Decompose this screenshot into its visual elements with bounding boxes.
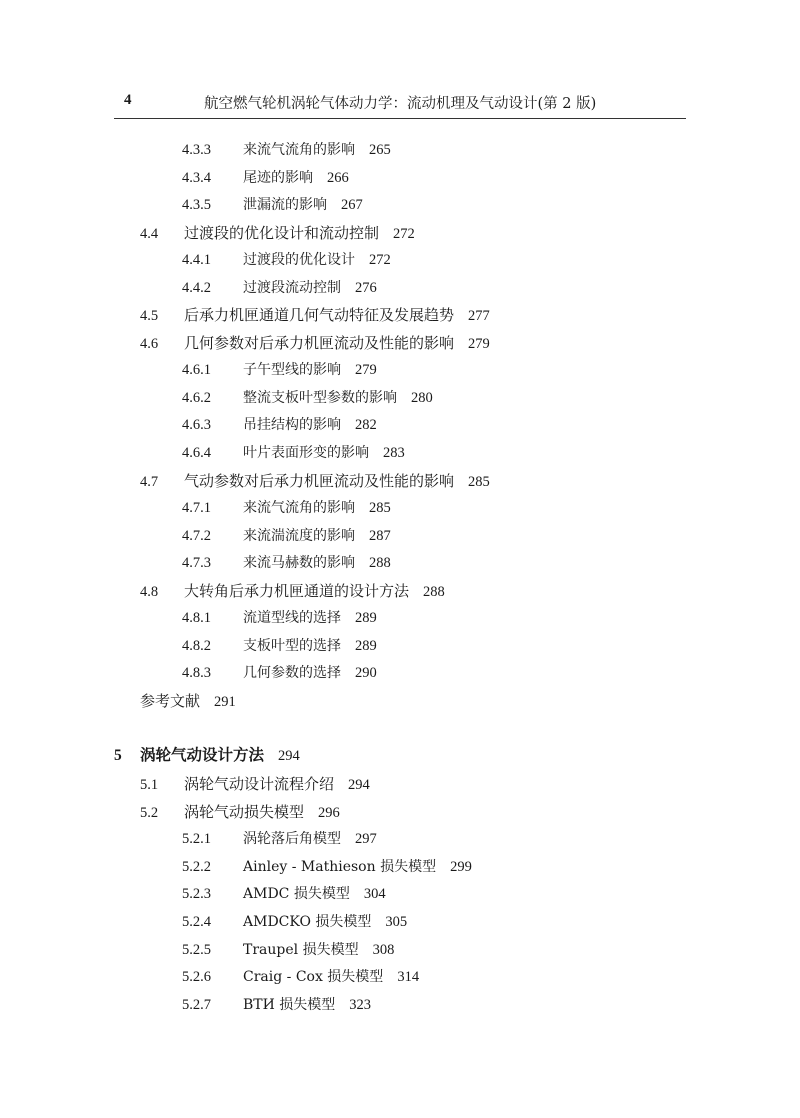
toc-entry xyxy=(140,471,490,492)
toc-title: 涡轮气动设计流程介绍 xyxy=(184,775,335,793)
toc-title: 几何参数对后承力机匣流动及性能的影响 xyxy=(184,334,455,352)
toc-entry xyxy=(182,140,391,160)
toc-number: 4.7.2 xyxy=(182,528,211,544)
toc-title: 来流气流角的影响 xyxy=(243,142,355,158)
toc-page: 291 xyxy=(214,694,236,710)
toc-entry xyxy=(182,526,391,546)
toc-page: 276 xyxy=(355,280,377,296)
toc-entry xyxy=(182,250,391,270)
toc-number: 4.7 xyxy=(140,474,159,490)
toc-title: 来流气流角的影响 xyxy=(243,500,355,516)
toc-entry xyxy=(182,195,363,215)
toc-title: 几何参数的选择 xyxy=(243,665,341,681)
toc-title: 气动参数对后承力机匣流动及性能的影响 xyxy=(184,472,455,490)
toc-number: 4.8.3 xyxy=(182,665,211,681)
toc-title: 叶片表面形变的影响 xyxy=(243,445,369,461)
toc-page: 277 xyxy=(468,308,490,324)
toc-page: 279 xyxy=(355,362,377,378)
toc-page: 305 xyxy=(385,914,408,930)
toc-entry xyxy=(182,168,349,188)
toc-page: 287 xyxy=(369,528,391,544)
toc-entry xyxy=(182,498,391,518)
toc-page: 297 xyxy=(355,831,377,847)
toc-page: 283 xyxy=(383,445,405,461)
toc-page: 285 xyxy=(369,500,391,516)
toc-entry xyxy=(182,912,407,932)
toc-title: 泄漏流的影响 xyxy=(243,197,327,213)
toc-page: 267 xyxy=(341,197,363,213)
toc-number: 5.2.6 xyxy=(182,969,211,985)
toc-page: 314 xyxy=(397,969,420,985)
toc-number: 4.8.1 xyxy=(182,610,211,626)
toc-page: 272 xyxy=(393,226,415,242)
toc-page: 279 xyxy=(468,336,490,352)
toc-number: 4.6.3 xyxy=(182,417,211,433)
toc-entry xyxy=(182,415,377,435)
toc-number: 4.6.2 xyxy=(182,390,211,406)
toc-page: 290 xyxy=(355,665,377,681)
toc-number: 4.5 xyxy=(140,308,159,324)
toc-entry xyxy=(182,995,371,1015)
toc-title: 过渡段的优化设计 xyxy=(243,252,355,268)
toc-title: 吊挂结构的影响 xyxy=(243,417,341,433)
toc-number: 5 xyxy=(114,747,122,764)
toc-page: 294 xyxy=(348,777,370,793)
toc-number: 4.6.4 xyxy=(182,445,211,461)
toc-entry xyxy=(182,829,377,849)
page-number: 4 xyxy=(124,92,132,108)
toc-page: 296 xyxy=(318,805,340,821)
toc-page: 304 xyxy=(363,886,386,902)
toc-number: 4.8 xyxy=(140,584,159,600)
toc-entry xyxy=(182,278,377,298)
toc-title: 涡轮气动设计方法 xyxy=(140,745,265,764)
toc-title: 支板叶型的选择 xyxy=(243,638,341,654)
toc-number: 5.2.7 xyxy=(182,997,211,1013)
toc-title: 来流马赫数的影响 xyxy=(243,555,355,571)
toc-entry xyxy=(182,940,394,960)
toc-entry xyxy=(140,802,340,823)
toc-page: 323 xyxy=(349,997,372,1013)
toc-number: 5.2.5 xyxy=(182,942,211,958)
toc-number: 4.6 xyxy=(140,336,159,352)
toc-entry xyxy=(140,305,490,326)
toc-page: 288 xyxy=(423,584,445,600)
toc-entry-references xyxy=(140,691,236,712)
toc-page: 266 xyxy=(327,170,349,186)
toc-page: 280 xyxy=(411,390,433,406)
toc-entry xyxy=(182,857,472,877)
toc-page: 294 xyxy=(278,748,300,764)
toc-entry xyxy=(182,608,377,628)
toc-title: 子午型线的影响 xyxy=(243,362,341,378)
toc-entry xyxy=(140,333,490,354)
toc-number: 4.7.3 xyxy=(182,555,211,571)
toc-title: 流道型线的选择 xyxy=(243,610,341,626)
toc-page: 288 xyxy=(369,555,391,571)
toc-number: 4.4.1 xyxy=(182,252,211,268)
toc-title: 来流湍流度的影响 xyxy=(243,528,355,544)
toc-number: 4.4 xyxy=(140,226,159,242)
toc-number: 4.3.5 xyxy=(182,197,211,213)
toc-title: 参考文献 xyxy=(140,692,201,710)
toc-number: 4.3.3 xyxy=(182,142,211,158)
toc-entry xyxy=(140,774,370,795)
toc-title: 过渡段的优化设计和流动控制 xyxy=(184,224,380,242)
toc-entry xyxy=(182,388,433,408)
toc-page: 282 xyxy=(355,417,377,433)
toc-entry xyxy=(140,581,445,602)
toc-title: 大转角后承力机匣通道的设计方法 xyxy=(184,582,410,600)
toc-entry xyxy=(182,636,377,656)
toc-entry xyxy=(182,884,386,904)
toc-title: 尾迹的影响 xyxy=(243,170,313,186)
toc-entry xyxy=(182,967,419,987)
toc-page: 289 xyxy=(355,638,377,654)
toc-number: 4.3.4 xyxy=(182,170,211,186)
toc-page: 289 xyxy=(355,610,377,626)
toc-title: 涡轮落后角模型 xyxy=(243,831,341,847)
toc-chapter xyxy=(114,745,300,766)
toc-title: Ainley - Mathieson 损失模型 xyxy=(243,859,437,875)
toc-title: Traupel 损失模型 xyxy=(243,942,359,958)
toc-number: 5.2 xyxy=(140,805,159,821)
toc-title: 涡轮气动损失模型 xyxy=(184,803,305,821)
toc-number: 5.2.2 xyxy=(182,859,211,875)
toc-number: 4.4.2 xyxy=(182,280,211,296)
book-title: 航空燃气轮机涡轮气体动力学：流动机理及气动设计(第 2 版) xyxy=(204,96,597,112)
toc-page: 265 xyxy=(369,142,391,158)
toc-title: AMDC 损失模型 xyxy=(243,886,350,902)
toc-number: 5.2.4 xyxy=(182,914,211,930)
toc-title: 过渡段流动控制 xyxy=(243,280,341,296)
toc-number: 4.7.1 xyxy=(182,500,211,516)
toc-page: 272 xyxy=(369,252,391,268)
toc-entry xyxy=(182,360,377,380)
toc-number: 5.2.1 xyxy=(182,831,211,847)
toc-title: BTИ 损失模型 xyxy=(243,997,336,1013)
toc-title: 后承力机匣通道几何气动特征及发展趋势 xyxy=(184,306,455,324)
toc-entry xyxy=(182,553,391,573)
toc-entry xyxy=(182,443,405,463)
toc-number: 4.6.1 xyxy=(182,362,211,378)
toc-title: AMDCKO 损失模型 xyxy=(243,914,372,930)
toc-number: 5.1 xyxy=(140,777,159,793)
toc-entry xyxy=(140,223,415,244)
toc-page: 285 xyxy=(468,474,490,490)
toc-page: 308 xyxy=(372,942,395,958)
toc-number: 5.2.3 xyxy=(182,886,211,902)
toc-title: 整流支板叶型参数的影响 xyxy=(243,390,397,406)
toc-title: Craig - Cox 损失模型 xyxy=(243,969,384,985)
toc-number: 4.8.2 xyxy=(182,638,211,654)
toc-entry xyxy=(182,663,377,683)
toc-page: 299 xyxy=(450,859,472,875)
